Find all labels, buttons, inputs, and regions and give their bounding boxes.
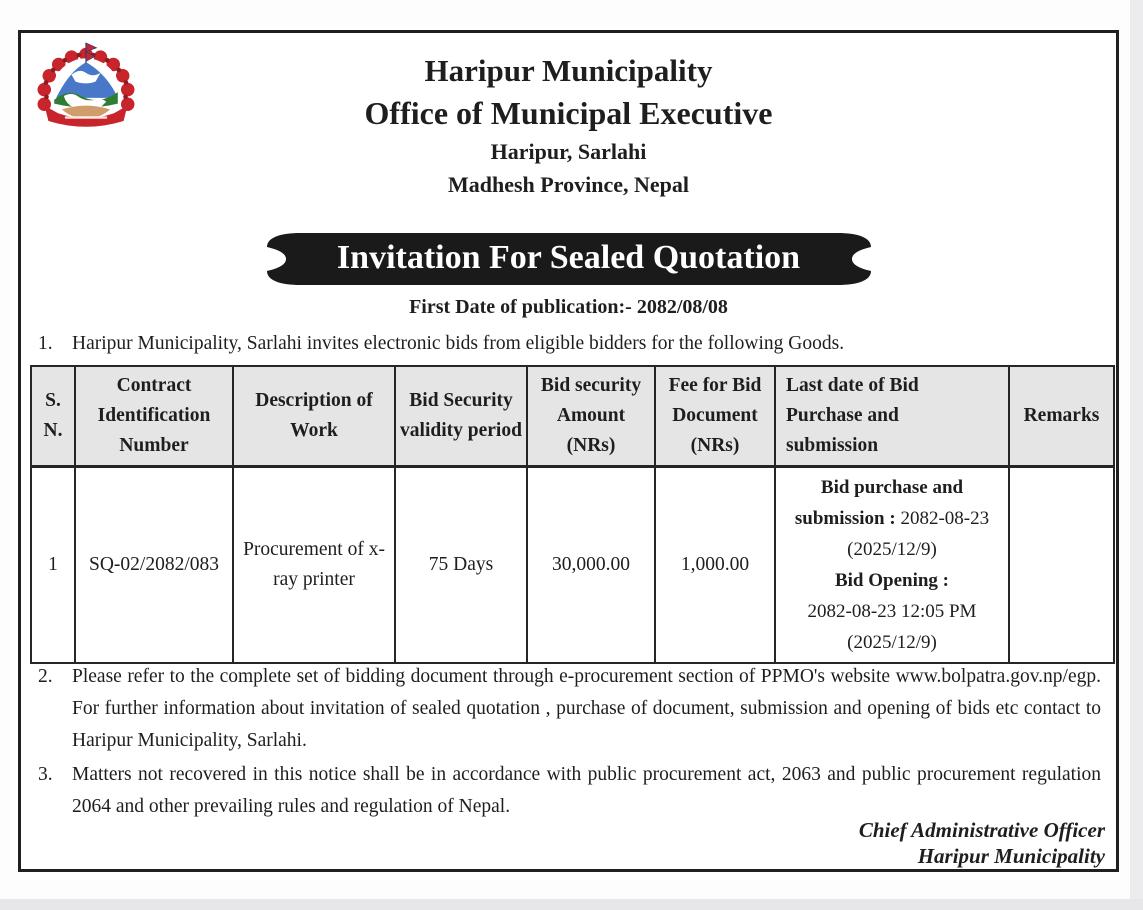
bid-opening-label: Bid Opening : bbox=[834, 570, 950, 591]
cell-contract-id: SQ-02/2082/083 bbox=[75, 467, 233, 664]
table-header-row bbox=[31, 366, 1114, 467]
col-header-fee: Fee for Bid Document (NRs) bbox=[655, 366, 775, 467]
procurement-table-wrap bbox=[30, 365, 1113, 664]
letterhead bbox=[21, 51, 1116, 201]
signatory-title: Chief Administrative Officer bbox=[858, 818, 1105, 842]
clause-1-text: Haripur Municipality, Sarlahi invites electronic bids from eligible bidders for the following Goods. bbox=[72, 333, 845, 354]
col-header-remarks: Remarks bbox=[1009, 366, 1114, 467]
table-row bbox=[31, 467, 1114, 664]
cell-validity: 75 Days bbox=[395, 467, 527, 664]
bid-purchase-date-ad: (2025/12/9) bbox=[847, 539, 937, 560]
clause-1-number: 1. bbox=[38, 333, 53, 354]
cell-sn: 1 bbox=[31, 467, 75, 664]
col-header-sn: S. N. bbox=[31, 366, 75, 467]
col-header-last-date: Last date of Bid Purchase and submission bbox=[775, 366, 1009, 467]
province-line: Madhesh Province, Nepal bbox=[448, 172, 689, 197]
notice-border-frame bbox=[18, 30, 1119, 872]
notice-title: Invitation For Sealed Quotation bbox=[336, 238, 801, 276]
clause-3-number: 3. bbox=[38, 764, 53, 785]
clause-3 bbox=[38, 759, 1101, 823]
signature-block bbox=[859, 817, 1105, 869]
col-header-description: Description of Work bbox=[233, 366, 395, 467]
clause-3-text: Matters not recovered in this notice shall be in accordance with public procurement act, 2063 and public procurement regulation 2064 and other prevailing rules and regulation of Nepal. bbox=[72, 764, 1101, 817]
municipality-name: Haripur Municipality bbox=[424, 53, 713, 88]
procurement-table bbox=[30, 365, 1115, 664]
clause-1 bbox=[38, 330, 1101, 358]
scan-edge-right bbox=[1130, 0, 1143, 910]
clause-2-text: Please refer to the complete set of bidding document through e-procurement section of PPMO's website www.bolpatra.gov.np/egp. For further information about invitation of sealed quotation , purchase of document, submission and opening of bids etc contact to Haripur Municipality, Sarlahi. bbox=[72, 666, 1101, 751]
cell-fee: 1,000.00 bbox=[655, 467, 775, 664]
notice-title-banner bbox=[263, 230, 875, 288]
col-header-validity: Bid Security validity period bbox=[395, 366, 527, 467]
cell-last-date bbox=[775, 467, 1009, 664]
bid-opening-datetime: 2082-08-23 12:05 PM bbox=[807, 601, 977, 622]
col-header-amount: Bid security Amount (NRs) bbox=[527, 366, 655, 467]
clause-2 bbox=[38, 661, 1101, 757]
cell-remarks bbox=[1009, 467, 1114, 664]
scan-edge-bottom bbox=[0, 899, 1143, 910]
bid-opening-date-ad: (2025/12/9) bbox=[847, 632, 937, 653]
office-address: Haripur, Sarlahi bbox=[490, 139, 647, 164]
bid-purchase-line: Bid purchase and submission : 2082-08-23 bbox=[794, 477, 990, 529]
col-header-contract-id: Contract Identification Number bbox=[75, 366, 233, 467]
signatory-organization: Haripur Municipality bbox=[917, 844, 1105, 868]
office-name: Office of Municipal Executive bbox=[364, 95, 773, 131]
cell-amount: 30,000.00 bbox=[527, 467, 655, 664]
cell-description: Procurement of x-ray printer bbox=[233, 467, 395, 664]
publication-date-line: First Date of publication:- 2082/08/08 bbox=[409, 296, 728, 318]
clause-2-number: 2. bbox=[38, 666, 53, 687]
